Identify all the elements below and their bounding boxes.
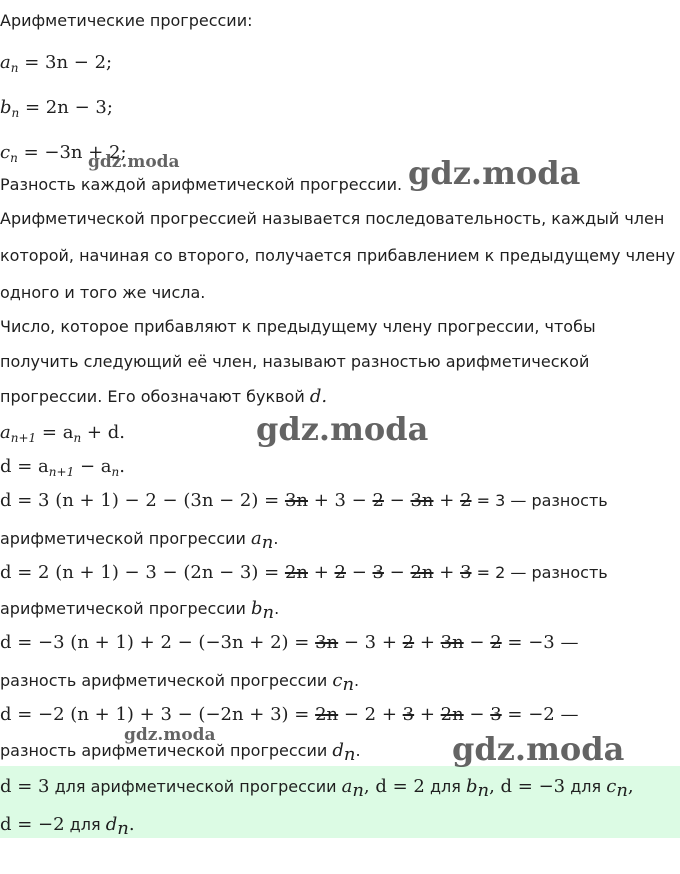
definition-line-1: Арифметической прогрессией называется последовательность, каждый член [0, 209, 665, 228]
answer-line-1: d = 3 для арифметической прогрессии $a_n$, d = 2 для $b_n$, d = −3 для $c_n$, [0, 776, 634, 801]
watermark-large-3: gdz.moda [452, 730, 625, 768]
difference-line-2: получить следующий её член, называют разностью арифметической [0, 352, 590, 371]
watermark-small-1: gdz.moda [88, 152, 180, 172]
formula-a: $a_n = 3n - 2$; [0, 52, 113, 75]
difference-line-3: прогрессии. Его обозначают буквой d. [0, 386, 328, 407]
calc-c-caption: разность арифметической прогрессии $c_n$. [0, 670, 360, 695]
calc-d: d = −2 (n + 1) + 3 − (−2n + 3) = 2n − 2 + 3 + 2n − 3 = −2 — [0, 704, 579, 725]
calc-a-caption: арифметической прогрессии $a_n$. [0, 528, 279, 553]
answer-line-2: d = −2 для $d_n$. [0, 814, 135, 839]
watermark-small-2: gdz.moda [124, 725, 216, 745]
rule-1: $a_{n+1} = a_n + d$. [0, 422, 125, 445]
heading: Арифметические прогрессии: [0, 11, 253, 30]
calc-d-caption: разность арифметической прогрессии $d_n$. [0, 740, 361, 765]
formula-c: $c_n = -3n + 2$; [0, 142, 127, 165]
definition-line-2: которой, начиная со второго, получается прибавлением к предыдущему члену [0, 246, 676, 265]
calc-b-caption: арифметической прогрессии $b_n$. [0, 598, 280, 623]
difference-line-1: Число, которое прибавляют к предыдущему члену прогрессии, чтобы [0, 317, 596, 336]
calc-b: d = 2 (n + 1) − 3 − (2n − 3) = 2n + 2 − 3 − 2n + 3 = 2 — разность [0, 562, 608, 583]
definition-line-3: одного и того же числа. [0, 283, 206, 302]
watermark-large-2: gdz.moda [256, 410, 429, 448]
watermark-large-1: gdz.moda [408, 154, 581, 192]
task-text: Разность каждой арифметической прогрессии. [0, 175, 403, 194]
rule-2: $d = a_{n+1} - a_n$. [0, 456, 125, 479]
calc-c: d = −3 (n + 1) + 2 − (−3n + 2) = 3n − 3 + 2 + 3n − 2 = −3 — [0, 632, 579, 653]
formula-b: $b_n = 2n - 3$; [0, 97, 113, 120]
calc-a: d = 3 (n + 1) − 2 − (3n − 2) = 3n + 3 − 2 − 3n + 2 = 3 — разность [0, 490, 608, 511]
